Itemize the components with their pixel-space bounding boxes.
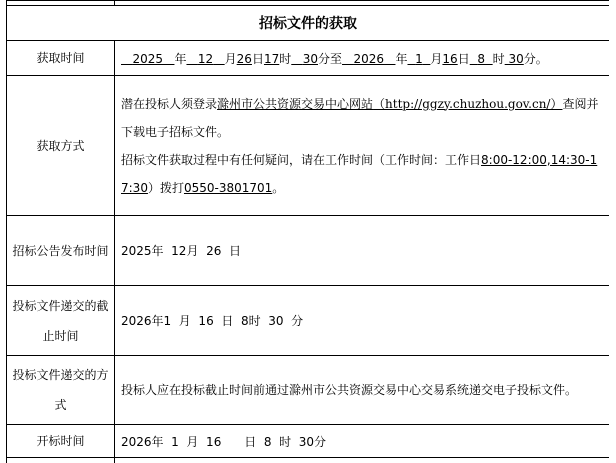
- bottom-stub-cell-left: [7, 458, 115, 463]
- bid-deadline-value: [115, 286, 610, 356]
- notice-release-row: [7, 216, 610, 286]
- start-day: 26: [236, 51, 252, 66]
- phone-number[interactable]: 0550-3801701: [183, 180, 273, 195]
- notice-release-text: 2025年 12月 26 日: [121, 244, 241, 258]
- acquisition-time-row: [7, 41, 610, 76]
- start-minute: 30: [302, 51, 318, 66]
- end-minute: 30: [508, 51, 524, 66]
- end-year: 2026: [353, 51, 385, 66]
- acquisition-method-label: 获取方式: [7, 76, 115, 216]
- start-hour: 17: [263, 51, 280, 66]
- acquisition-method-value: [115, 76, 610, 216]
- opening-time-text: 2026年 1 月 16 日 8 时 30分: [121, 434, 327, 449]
- bid-deadline-text: 2026年1 月 16 日 8时 30 分: [121, 314, 304, 328]
- submission-method-label: 投标文件递交的方式: [7, 356, 115, 425]
- bottom-stub-cell-right: [115, 458, 610, 463]
- site-name-link[interactable]: 滁州市公共资源交易中心网站: [217, 96, 374, 111]
- acquisition-method-paragraph-2: [121, 146, 603, 202]
- start-month: 12: [197, 51, 214, 66]
- acquisition-time-label: 获取时间: [7, 41, 115, 76]
- unit-year-end: 年: [395, 51, 408, 66]
- bid-deadline-row: [7, 286, 610, 356]
- unit-hour-end: 时: [492, 51, 505, 66]
- submission-method-row: [7, 356, 610, 425]
- para1-suffix: 查阅并下载电子招标文件。: [121, 96, 599, 139]
- end-hour: 8: [477, 51, 485, 66]
- para2-prefix: 招标文件获取过程中有任何疑问，请在工作时间（工作时间：工作日: [121, 152, 482, 167]
- opening-time-row: [7, 425, 610, 458]
- section-title-row: [7, 6, 610, 41]
- unit-month-end: 月: [430, 51, 443, 66]
- unit-month: 月: [224, 51, 237, 66]
- bid-deadline-label: 投标文件递交的截止时间: [7, 286, 115, 356]
- procurement-table: [6, 0, 609, 463]
- opening-time-value: [115, 425, 610, 458]
- site-url-link[interactable]: （http://ggzy.chuzhou.gov.cn/）: [373, 96, 563, 111]
- unit-hour: 时: [279, 51, 292, 66]
- start-year: 2025: [132, 51, 163, 66]
- unit-day: 日: [251, 51, 264, 66]
- section-title: 招标文件的获取: [7, 6, 610, 41]
- para2-suffix: 。: [272, 180, 285, 195]
- opening-time-label: 开标时间: [7, 425, 115, 458]
- unit-day-end: 日: [457, 51, 470, 66]
- submission-method-text: 投标人应在投标截止时间前通过滁州市公共资源交易中心交易系统递交电子投标文件。: [121, 383, 578, 397]
- work-hours: 8:00-12:00,14:30-17:30: [121, 152, 598, 195]
- unit-minute-end: 分。: [523, 51, 548, 66]
- end-day: 16: [442, 51, 458, 66]
- bid-document-table: [6, 0, 609, 463]
- acquisition-time-value: [115, 41, 610, 76]
- acquisition-method-row: [7, 76, 610, 216]
- table-bottom-stub-row: [7, 458, 610, 463]
- notice-release-value: [115, 216, 610, 286]
- unit-year: 年: [174, 51, 187, 66]
- end-month: 1: [415, 51, 423, 66]
- unit-minute-to: 分至: [318, 51, 343, 66]
- para1-prefix: 潜在投标人须登录: [121, 96, 218, 111]
- notice-release-label: 招标公告发布时间: [7, 216, 115, 286]
- para2-mid: ）拨打: [147, 180, 184, 195]
- acquisition-method-paragraph-1: [121, 90, 603, 146]
- submission-method-value: [115, 356, 610, 425]
